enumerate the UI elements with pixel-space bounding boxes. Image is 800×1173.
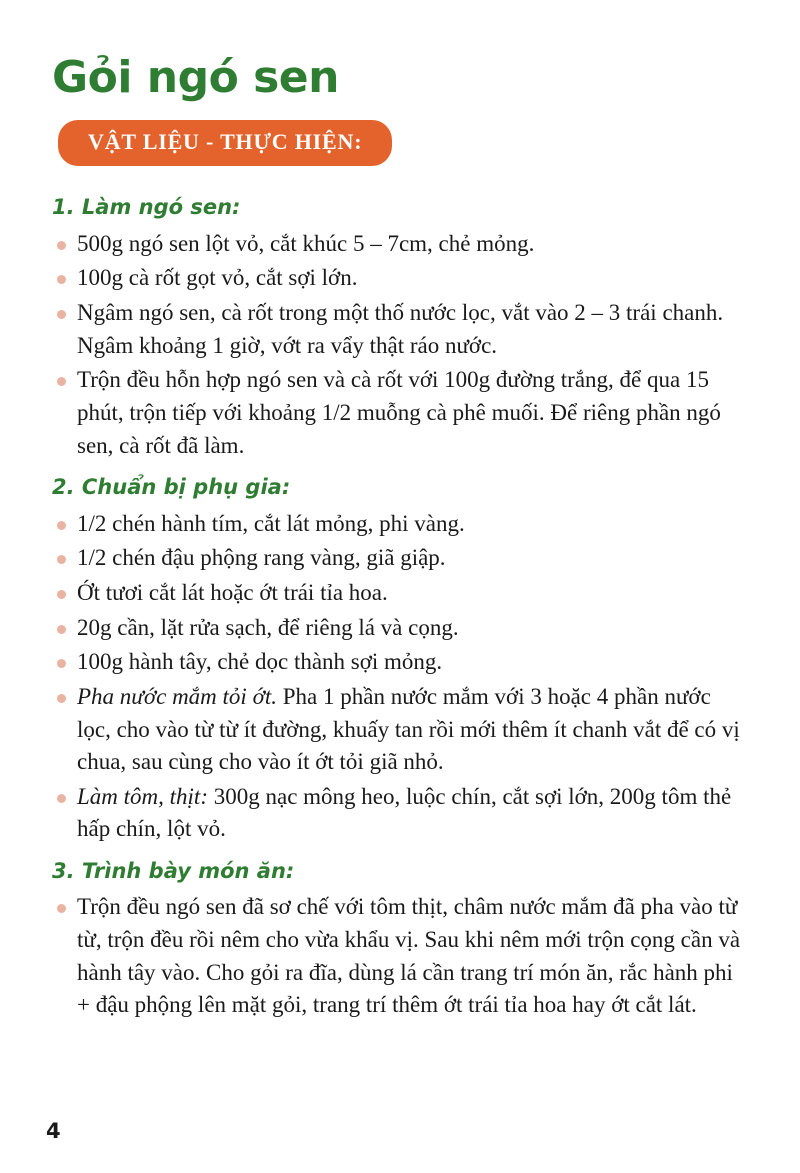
recipe-section-1 [52, 194, 748, 462]
list-item-text: Ngâm ngó sen, cà rốt trong một thố nước lọc, vắt vào 2 – 3 trái chanh. Ngâm khoảng 1 giờ, vớt ra vẩy thật ráo nước. [77, 300, 724, 358]
bullet-dot-icon [57, 241, 66, 250]
list-item-lead: Pha nước mắm tỏi ớt. [77, 683, 277, 709]
bullet-dot-icon [57, 555, 66, 564]
list-item [52, 297, 748, 362]
list-item [52, 262, 748, 295]
bullet-dot-icon [57, 521, 66, 530]
list-item [52, 228, 748, 261]
list-item [52, 577, 748, 610]
bullet-dot-icon [57, 310, 66, 319]
list-item [52, 364, 748, 462]
list-item-text: 100g cà rốt gọt vỏ, cắt sợi lớn. [77, 265, 358, 291]
list-item-text: Ớt tươi cắt lát hoặc ớt trái tỉa hoa. [77, 579, 388, 605]
list-item-text: Trộn đều hỗn hợp ngó sen và cà rốt với 100g đường trắng, để qua 15 phút, trộn tiếp với khoảng 1/2 muỗng cà phê muối. Để riêng phần ngó sen, cà rốt đã làm. [77, 367, 721, 458]
bullet-dot-icon [57, 625, 66, 634]
list-item [52, 781, 748, 846]
list-item-rest: Pha 1 phần nước mắm với 3 hoặc 4 phần nước lọc, cho vào từ từ ít đường, khuấy tan rồi mới thêm ít chanh vắt để có vị chua, sau cùng cho vào ít ớt tỏi giã nhỏ. [77, 683, 740, 775]
list-item-text: 100g hành tây, chẻ dọc thành sợi mỏng. [77, 649, 443, 675]
page-number: 4 [46, 1119, 61, 1143]
list-item-lead: Làm tôm, thịt: [77, 783, 208, 809]
list-item-text: Trộn đều ngó sen đã sơ chế với tôm thịt, châm nước mắm đã pha vào từ từ, trộn đều rồi nêm cho vừa khẩu vị. Sau khi nêm mới trộn cọng cần và hành tây vào. Cho gỏi ra đĩa, dùng lá cần trang trí món ăn, rắc hành phi + đậu phộng lên mặt gỏi, trang trí thêm ớt trái tỉa hoa hay ớt cắt lát. [77, 894, 741, 1018]
list-item-text: 500g ngó sen lột vỏ, cắt khúc 5 – 7cm, chẻ mỏng. [77, 230, 535, 256]
bullet-dot-icon [57, 659, 66, 668]
list-item-text [77, 681, 748, 779]
bullet-dot-icon [57, 590, 66, 599]
step-heading-3: 3. Trình bày món ăn: [52, 859, 295, 884]
list-item [52, 681, 748, 779]
list-item-text: 1/2 chén đậu phộng rang vàng, giã giập. [77, 545, 446, 571]
list-item-rest: 300g nạc mông heo, luộc chín, cắt sợi lớn, 200g tôm thẻ hấp chín, lột vỏ. [77, 783, 732, 842]
bullet-dot-icon [57, 377, 66, 386]
ingredients-banner: VẬT LIỆU - THỰC HIỆN: [58, 120, 392, 166]
page-title: Gỏi ngó sen [52, 52, 339, 103]
list-item [52, 508, 748, 541]
recipe-section-2 [52, 474, 748, 846]
list-item [52, 891, 748, 1022]
bullet-dot-icon [57, 904, 66, 913]
bullet-dot-icon [57, 694, 66, 703]
list-item-text [77, 781, 748, 846]
step-heading-2: 2. Chuẩn bị phụ gia: [52, 475, 291, 500]
step-heading-1: 1. Làm ngó sen: [52, 195, 241, 220]
bullet-dot-icon [57, 794, 66, 803]
recipe-section-3 [52, 858, 748, 1022]
list-item-text: 1/2 chén hành tím, cắt lát mỏng, phi vàng. [77, 510, 465, 536]
bullet-dot-icon [57, 275, 66, 284]
list-item [52, 542, 748, 575]
list-item [52, 646, 748, 679]
list-item-text: 20g cần, lặt rửa sạch, để riêng lá và cọng. [77, 614, 459, 640]
list-item [52, 612, 748, 645]
